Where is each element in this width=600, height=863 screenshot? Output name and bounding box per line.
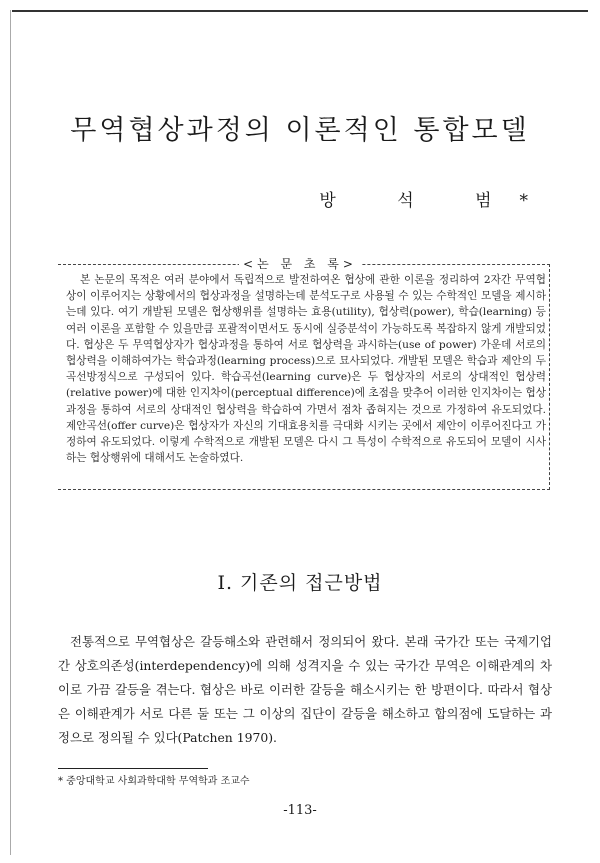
page-top-rule [12,10,588,12]
body-paragraph: 전통적으로 무역협상은 갈등해소와 관련해서 정의되어 왔다. 본래 국가간 또는 국제기업간 상호의존성(interdependency)에 의해 성격지을 수 있는 국가간 무역은 이해관계의 차이로 가끔 갈등을 겪는다. 협상은 바로 이러한 갈등을 해소시키는 한 방편이다. 따라서 협상은 이해관계가 서로 다른 둘 또는 그 이상의 집단이 갈등을 해소하고 합의점에 도달하는 과정으로 정의될 수 있다(Patchen 1970). [58,634,552,745]
footnote: * 중앙대학교 사회과학대학 무역학과 조교수 [58,776,250,787]
page-number: -113- [283,803,317,818]
abstract-label [0,255,600,272]
abstract-text: 본 논문의 목적은 여러 분야에서 독립적으로 발전하여온 협상에 관한 이론을 정리하여 2자간 무역협상이 이루어지는 상황에서의 협상과정을 설명하는데 분석도구로 사용될 수 있는 수학적인 모델을 제시하는데 있다. 여기 개발된 모델은 협상행위를 설명하는 효용(utility), 협상력(power), 학습(learning) 등 여러 이론을 포함할 수 있을만큼 포괄적이면서도 동시에 실증분석이 가능하도록 복잡하지 않게 개발되었다. 협상은 두 무역협상자가 협상과정을 통하여 서로 협상력을 과시하는(use of power) 가운데 서로의 협상력을 이해하여가는 학습과정(learning process)으로 묘사되었다. 개발된 모델은 학습과 제안의 두 곡선방정식으로 구성되어 있다. 학습곡선(learning curve)은 두 협상자의 서로의 상대적인 협상력(relative power)에 대한 인지차이(perceptual difference)에 초점을 맞추어 이러한 인지차이는 협상과정을 통하여 서로의 상대적인 협상력을 학습하여 가면서 점차 좁혀지는 것으로 가정하여 유도되었다. 제안곡선(offer curve)은 협상자가 자신의 기대효용치를 극대화 시키는 곳에서 제안이 이루어진다고 가정하여 유도되었다. 이렇게 수학적으로 개발된 모델은 다시 그 특성이 수학적으로 유도되어 모델이 시사하는 협상행위에 대해서도 논술하였다. [66,274,546,465]
footnote-rule [58,768,208,769]
abstract-label-text: <논 문 초 록> [239,257,361,271]
section-heading: I. 기존의 접근방법 [217,572,383,594]
paper-title: 무역협상과정의 이론적인 통합모델 [70,115,530,146]
author-name: 방 석 범* [319,191,556,211]
